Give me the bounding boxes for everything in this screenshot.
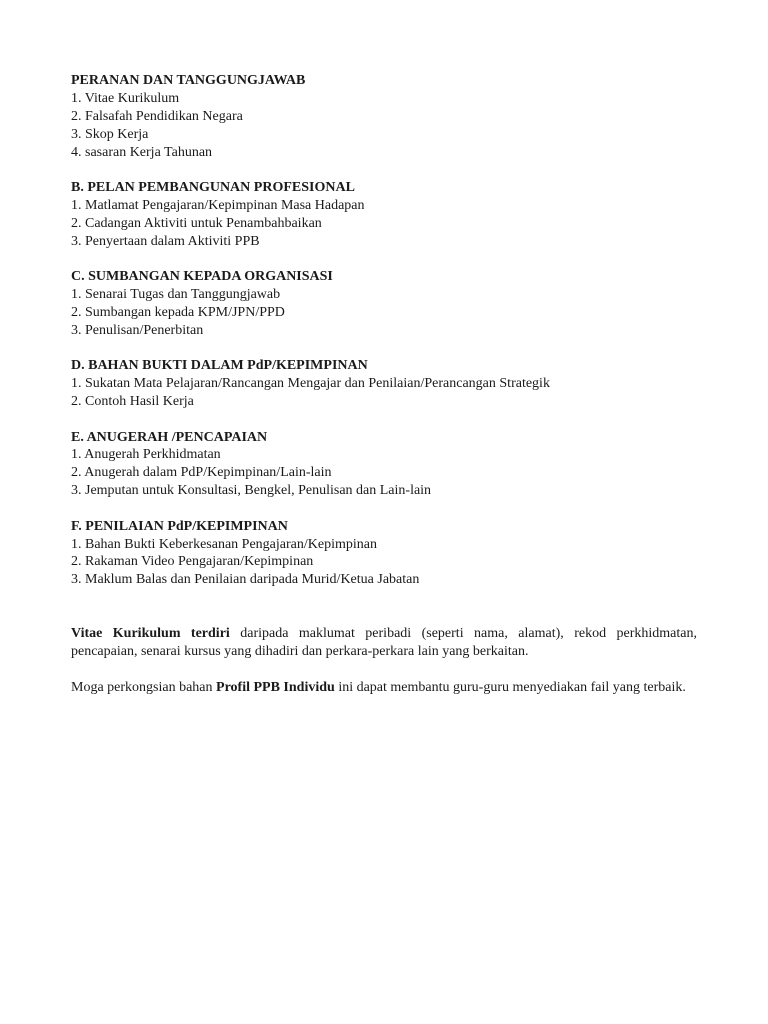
list-item: 3. Skop Kerja <box>71 126 149 142</box>
section-penilaian <box>71 518 697 590</box>
document-page <box>71 72 697 715</box>
section-heading: PERANAN DAN TANGGUNGJAWAB <box>71 73 306 88</box>
section-heading: F. PENILAIAN PdP/KEPIMPINAN <box>71 518 288 534</box>
list-item: 1. Anugerah Perkhidmatan <box>71 447 221 463</box>
section-pelan-pembangunan <box>71 179 697 251</box>
section-heading: B. PELAN PEMBANGUNAN PROFESIONAL <box>71 180 355 196</box>
list-item: 2. Contoh Hasil Kerja <box>71 394 194 410</box>
list-item: 2. Cadangan Aktiviti untuk Penambahbaikan <box>71 215 322 231</box>
list-item: 2. Anugerah dalam PdP/Kepimpinan/Lain-lain <box>71 465 332 481</box>
closing-bold-text: Profil PPB Individu <box>216 680 335 696</box>
list-item: 2. Sumbangan kepada KPM/JPN/PPD <box>71 304 285 320</box>
list-item: 4. sasaran Kerja Tahunan <box>71 144 213 160</box>
closing-paragraph <box>71 679 697 697</box>
section-heading: E. ANUGERAH /PENCAPAIAN <box>71 429 268 445</box>
section-anugerah <box>71 429 697 501</box>
list-item: 1. Matlamat Pengajaran/Kepimpinan Masa Hadapan <box>71 197 365 213</box>
list-item: 1. Sukatan Mata Pelajaran/Rancangan Mengajar dan Penilaian/Perancangan Strategik <box>71 376 550 392</box>
list-item: 2. Rakaman Video Pengajaran/Kepimpinan <box>71 554 314 570</box>
section-heading: C. SUMBANGAN KEPADA ORGANISASI <box>71 269 333 285</box>
list-item: 2. Falsafah Pendidikan Negara <box>71 108 243 124</box>
section-peranan <box>71 72 697 162</box>
section-bahan-bukti <box>71 357 697 411</box>
closing-text-before: Moga perkongsian bahan <box>71 680 217 696</box>
list-item: 3. Jemputan untuk Konsultasi, Bengkel, Penulisan dan Lain-lain <box>71 483 432 499</box>
vitae-body-text: daripada maklumat peribadi (seperti nama, alamat), rekod perkhidmatan, pencapaian, senarai kursus yang dihadiri dan perkara-perkara lain yang berkaitan. <box>71 626 697 660</box>
vitae-paragraph <box>71 625 697 661</box>
list-item: 3. Penulisan/Penerbitan <box>71 322 204 338</box>
section-sumbangan <box>71 268 697 340</box>
list-item: 1. Senarai Tugas dan Tanggungjawab <box>71 287 281 303</box>
closing-text-after: ini dapat membantu guru-guru menyediakan fail yang terbaik. <box>334 680 686 696</box>
list-item: 1. Bahan Bukti Keberkesanan Pengajaran/Kepimpinan <box>71 536 377 552</box>
list-item: 1. Vitae Kurikulum <box>71 90 180 106</box>
list-item: 3. Maklum Balas dan Penilaian daripada Murid/Ketua Jabatan <box>71 572 420 588</box>
list-item: 3. Penyertaan dalam Aktiviti PPB <box>71 233 260 249</box>
section-heading: D. BAHAN BUKTI DALAM PdP/KEPIMPINAN <box>71 358 368 374</box>
vitae-bold-text: Vitae Kurikulum terdiri <box>71 626 230 642</box>
